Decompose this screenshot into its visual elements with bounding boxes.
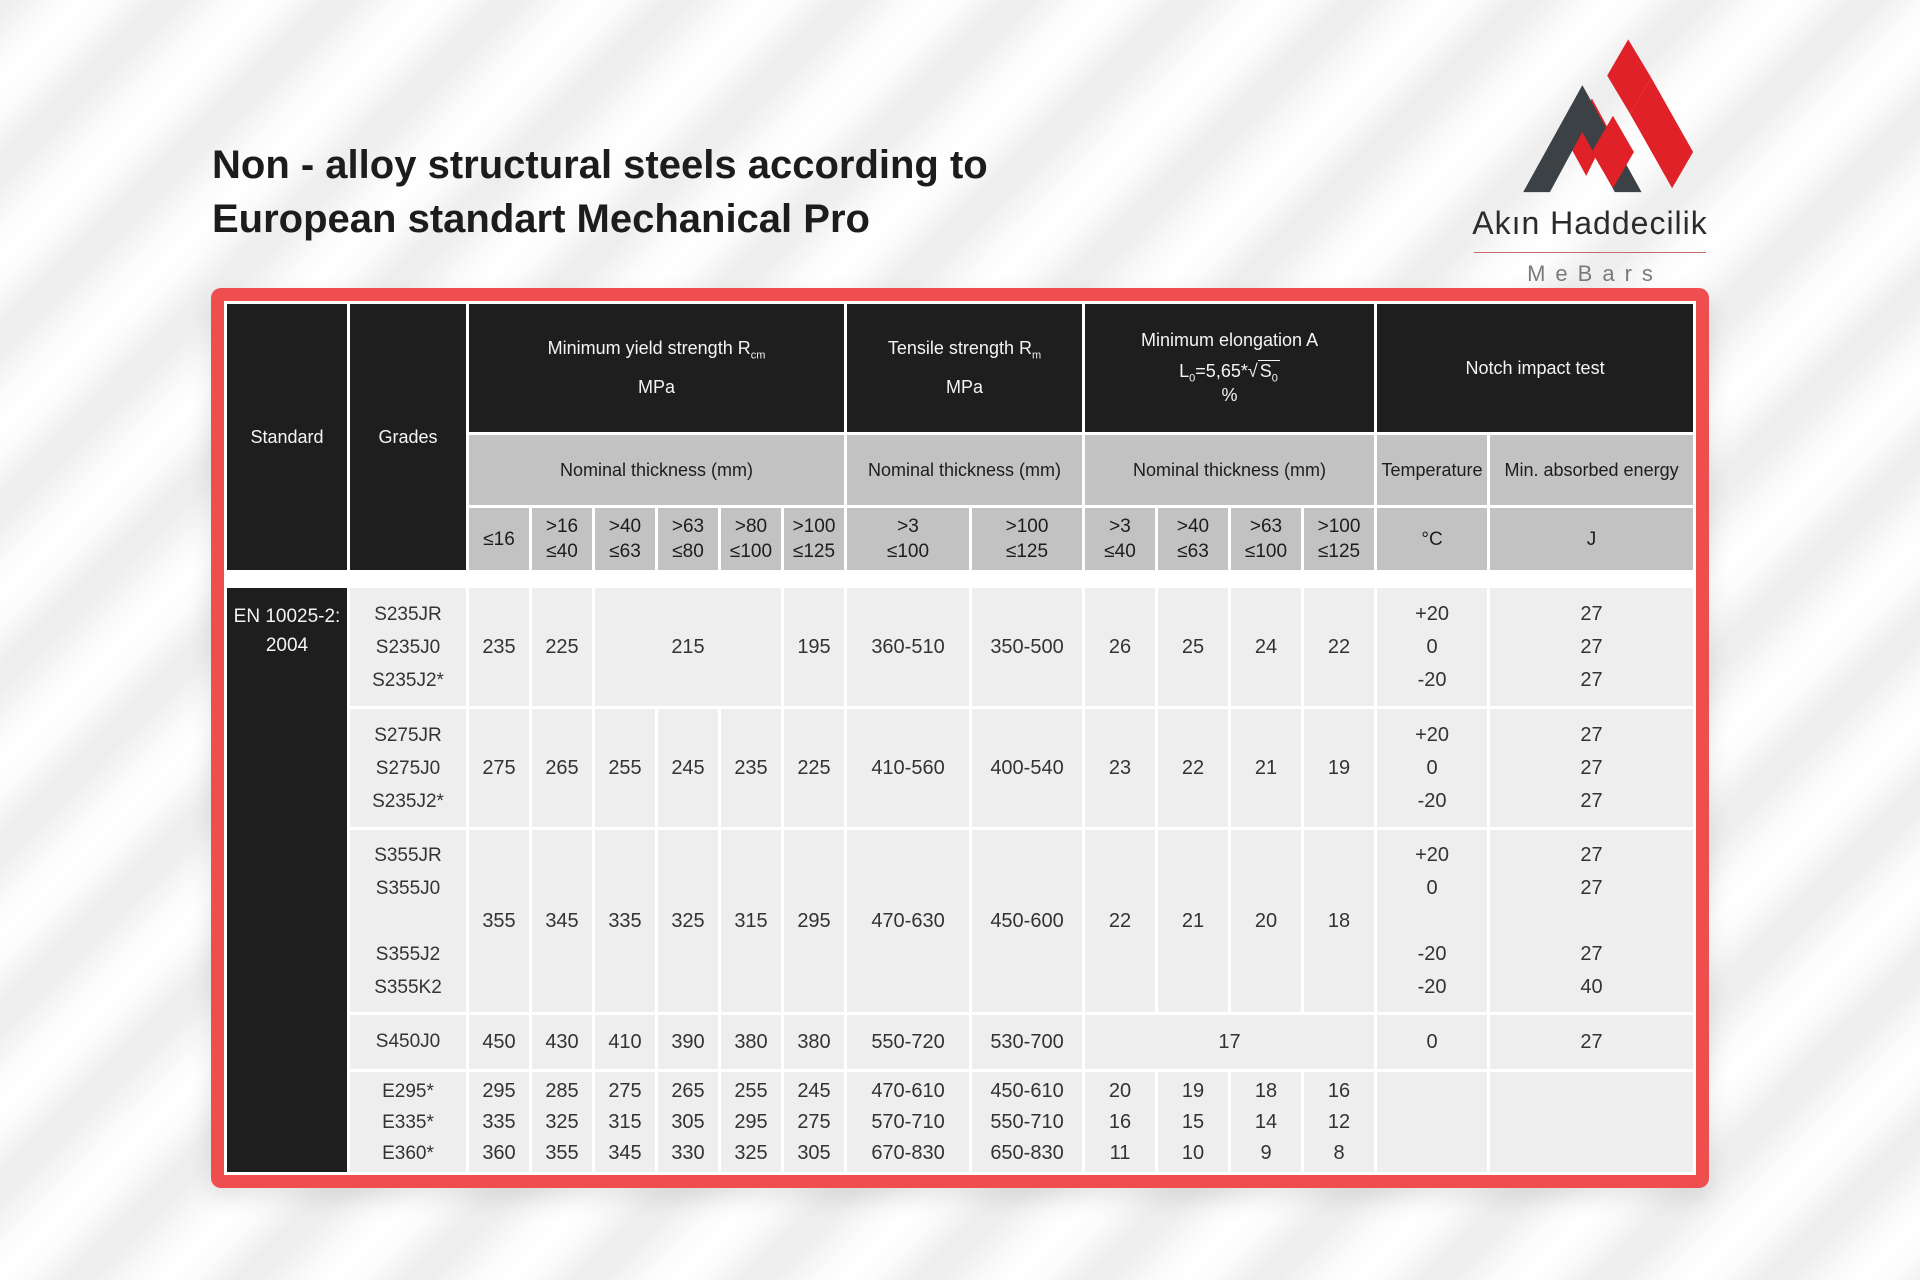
elongation-cell: 23 — [1085, 709, 1155, 827]
elongation-cell: 21 — [1158, 830, 1228, 1012]
yield-cell: 355 — [469, 830, 529, 1012]
spacer-row — [227, 573, 1693, 585]
tensile-cell: 400-540 — [972, 709, 1082, 827]
grades-cell: S355JR S355J0 S355J2 S355K2 — [350, 830, 466, 1012]
yield-cell: 245 275 305 — [784, 1072, 844, 1172]
elongation-cell: 19 — [1304, 709, 1374, 827]
header-grades: Grades — [350, 304, 466, 570]
grades-cell: S235JR S235J0 S235J2* — [350, 588, 466, 706]
yield-cell: 275 315 345 — [595, 1072, 655, 1172]
logo-divider — [1474, 252, 1706, 253]
elongation-cell: 20 — [1231, 830, 1301, 1012]
grades-cell: S450J0 — [350, 1015, 466, 1069]
elongation-cell: 26 — [1085, 588, 1155, 706]
header-elongation: Minimum elongation A $L_0=5,65*√$ $S_0$ % — [1085, 304, 1374, 432]
yield-cell: 215 — [595, 588, 781, 706]
table-frame — [211, 288, 1709, 1188]
page-title — [212, 138, 988, 246]
yield-cell: 315 — [721, 830, 781, 1012]
table-row — [227, 830, 1693, 1012]
tensile-cell: 450-600 — [972, 830, 1082, 1012]
thickness-cell: >3 ≤100 — [847, 508, 969, 570]
energy-cell — [1490, 1072, 1693, 1172]
subheader-nominal-thickness-tensile: Nominal thickness (mm) — [847, 435, 1082, 505]
elongation-cell: 20 16 11 — [1085, 1072, 1155, 1172]
tensile-cell: 450-610 550-710 650-830 — [972, 1072, 1082, 1172]
subheader-nominal-thickness-elongation: Nominal thickness (mm) — [1085, 435, 1374, 505]
energy-cell: 27 27 27 — [1490, 709, 1693, 827]
thickness-cell: >63 ≤100 — [1231, 508, 1301, 570]
energy-cell: 27 27 27 40 — [1490, 830, 1693, 1012]
temperature-cell: +20 0 -20 -20 — [1377, 830, 1487, 1012]
tensile-cell: 470-610 570-710 670-830 — [847, 1072, 969, 1172]
thickness-cell: >40 ≤63 — [1158, 508, 1228, 570]
title-line-2: European standart Mechanical Pro — [212, 197, 870, 241]
thickness-cell: >100 ≤125 — [784, 508, 844, 570]
subheader-nominal-thickness-yield: Nominal thickness (mm) — [469, 435, 844, 505]
unit-joule: J — [1490, 508, 1693, 570]
thickness-cell: >80 ≤100 — [721, 508, 781, 570]
elongation-cell: 21 — [1231, 709, 1301, 827]
yield-cell: 235 — [469, 588, 529, 706]
elongation-cell: 19 15 10 — [1158, 1072, 1228, 1172]
energy-cell: 27 — [1490, 1015, 1693, 1069]
mountain-logo-icon — [1485, 38, 1695, 203]
temperature-cell — [1377, 1072, 1487, 1172]
tensile-unit: MPa — [946, 377, 984, 398]
elongation-cell: 24 — [1231, 588, 1301, 706]
header-standard: Standard — [227, 304, 347, 570]
yield-cell: 235 — [721, 709, 781, 827]
table-row — [227, 1072, 1693, 1172]
yield-cell: 430 — [532, 1015, 592, 1069]
yield-cell: 225 — [532, 588, 592, 706]
yield-cell: 335 — [595, 830, 655, 1012]
elongation-cell: 18 — [1304, 830, 1374, 1012]
logo-wordmark: Akın Haddecilik — [1472, 205, 1708, 241]
yield-cell: 390 — [658, 1015, 718, 1069]
unit-celsius: °C — [1377, 508, 1487, 570]
header-notch-impact: Notch impact test — [1377, 304, 1693, 432]
standard-cell: EN 10025-2: 2004 — [227, 588, 347, 1172]
temperature-cell: +20 0 -20 — [1377, 588, 1487, 706]
steel-properties-table — [224, 301, 1696, 1175]
table-row — [227, 588, 1693, 706]
subheader-temperature: Temperature — [1377, 435, 1487, 505]
thickness-cell: >100 ≤125 — [972, 508, 1082, 570]
table-row — [227, 1015, 1693, 1069]
tensile-cell: 410-560 — [847, 709, 969, 827]
yield-cell: 255 295 325 — [721, 1072, 781, 1172]
elongation-cell: 25 — [1158, 588, 1228, 706]
yield-cell: 325 — [658, 830, 718, 1012]
grades-cell: E295* E335* E360* — [350, 1072, 466, 1172]
yield-cell: 410 — [595, 1015, 655, 1069]
yield-cell: 380 — [784, 1015, 844, 1069]
yield-cell: 380 — [721, 1015, 781, 1069]
header-yield-strength: Minimum yield strength $R_{cm}$ MPa — [469, 304, 844, 432]
thickness-cell: >100 ≤125 — [1304, 508, 1374, 570]
thickness-cell: ≤16 — [469, 508, 529, 570]
tensile-cell: 470-630 — [847, 830, 969, 1012]
yield-cell: 265 305 330 — [658, 1072, 718, 1172]
elongation-cell: 22 — [1304, 588, 1374, 706]
tensile-cell: 550-720 — [847, 1015, 969, 1069]
elongation-cell: 16 12 8 — [1304, 1072, 1374, 1172]
temperature-cell: 0 — [1377, 1015, 1487, 1069]
tensile-cell: 360-510 — [847, 588, 969, 706]
table-row — [227, 709, 1693, 827]
yield-cell: 285 325 355 — [532, 1072, 592, 1172]
elongation-cell: 17 — [1085, 1015, 1374, 1069]
thickness-cell: >3 ≤40 — [1085, 508, 1155, 570]
yield-cell: 450 — [469, 1015, 529, 1069]
subheader-absorbed-energy: Min. absorbed energy — [1490, 435, 1693, 505]
grades-cell: S275JR S275J0 S235J2* — [350, 709, 466, 827]
thickness-cell: >16 ≤40 — [532, 508, 592, 570]
thickness-cell: >63 ≤80 — [658, 508, 718, 570]
company-logo — [1440, 38, 1740, 287]
yield-cell: 225 — [784, 709, 844, 827]
thickness-cell: >40 ≤63 — [595, 508, 655, 570]
temperature-cell: +20 0 -20 — [1377, 709, 1487, 827]
yield-cell: 275 — [469, 709, 529, 827]
elongation-formula: $L_0=5,65*√$ $S_0$ — [1179, 361, 1278, 385]
tensile-cell: 350-500 — [972, 588, 1082, 706]
yield-cell: 245 — [658, 709, 718, 827]
header-tensile-strength: Tensile strength $R_m$ MPa — [847, 304, 1082, 432]
elongation-cell: 22 — [1085, 830, 1155, 1012]
yield-cell: 295 335 360 — [469, 1072, 529, 1172]
energy-cell: 27 27 27 — [1490, 588, 1693, 706]
logo-subtitle: MeBars — [1527, 261, 1663, 286]
yield-cell: 195 — [784, 588, 844, 706]
elongation-unit: % — [1221, 384, 1238, 405]
elongation-cell: 18 14 9 — [1231, 1072, 1301, 1172]
elongation-cell: 22 — [1158, 709, 1228, 827]
yield-cell: 295 — [784, 830, 844, 1012]
title-line-1: Non - alloy structural steels according to — [212, 143, 988, 187]
yield-cell: 345 — [532, 830, 592, 1012]
yield-cell: 255 — [595, 709, 655, 827]
yield-unit: MPa — [638, 377, 676, 398]
yield-cell: 265 — [532, 709, 592, 827]
tensile-cell: 530-700 — [972, 1015, 1082, 1069]
